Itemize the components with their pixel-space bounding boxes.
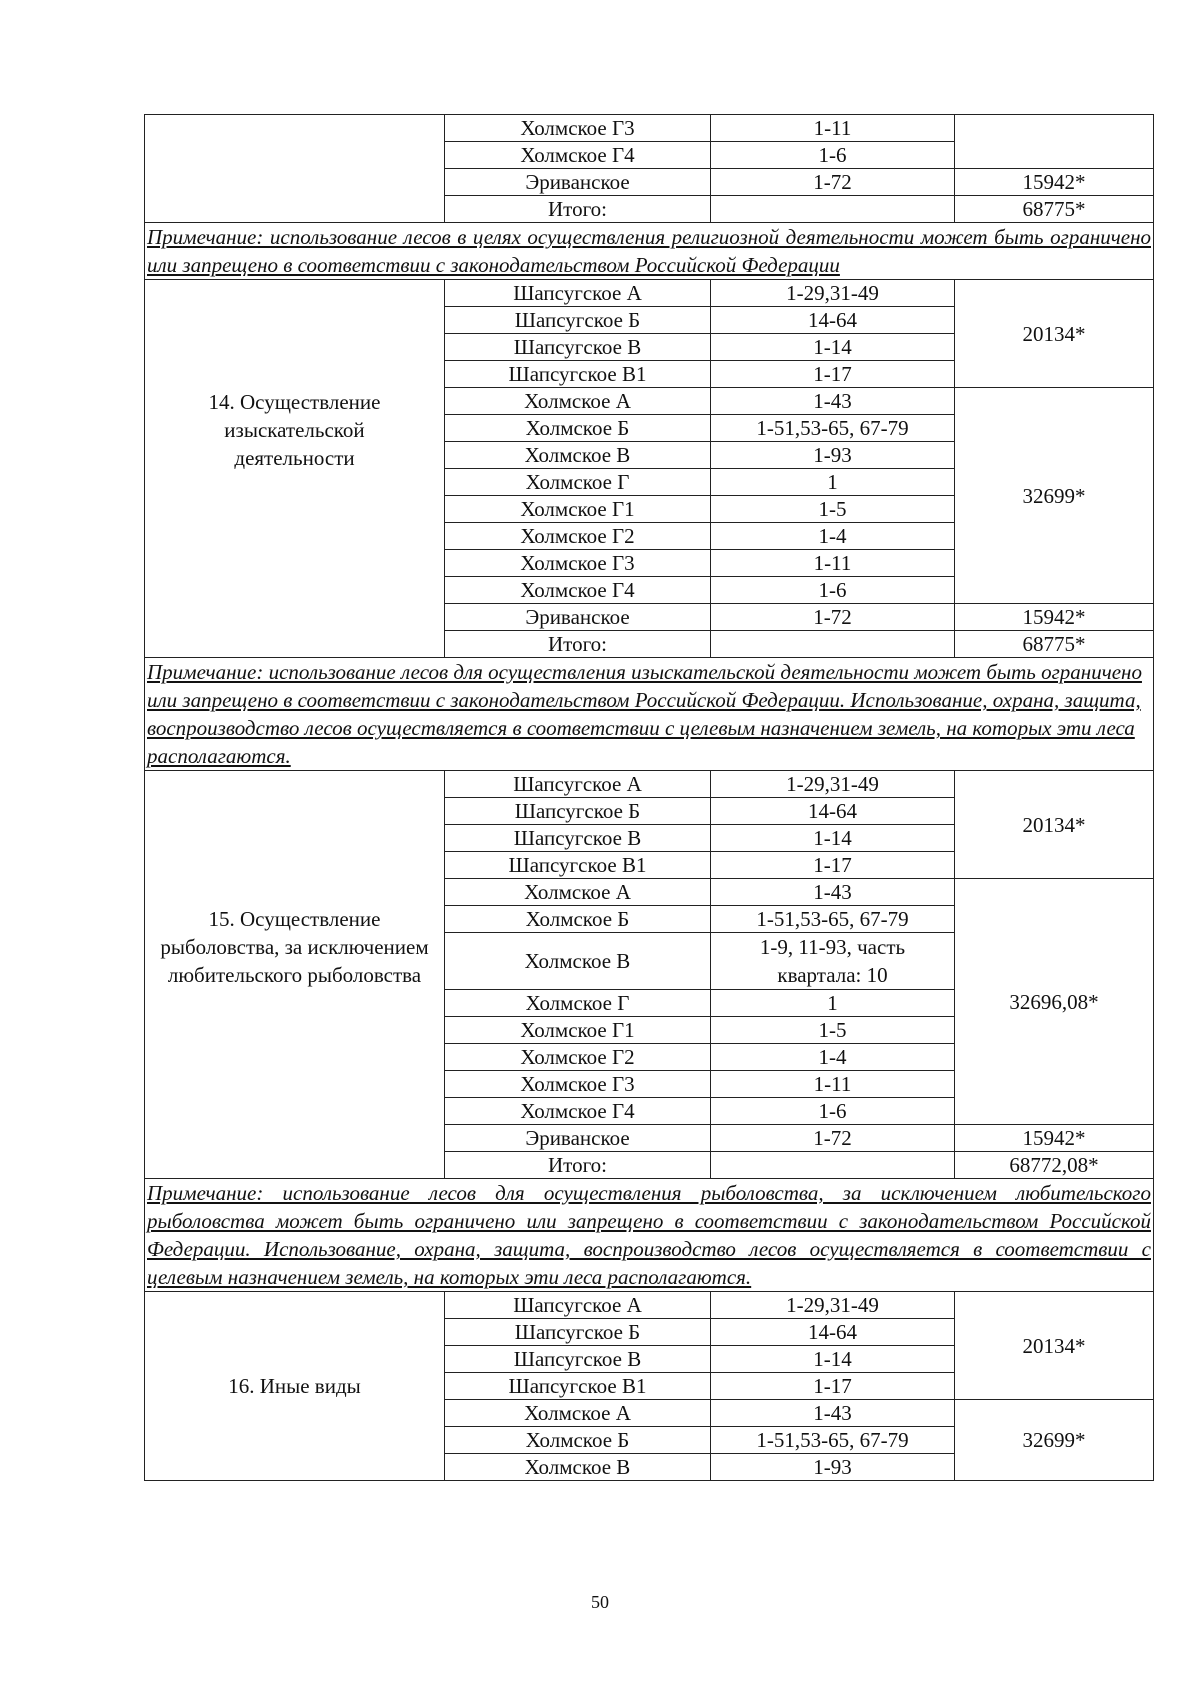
quarters: 1-51,53-65, 67-79 xyxy=(711,1427,955,1454)
quarters: 1-11 xyxy=(711,115,955,142)
forestry-name: Холмское Б xyxy=(445,906,711,933)
forestry-name: Холмское Г2 xyxy=(445,1044,711,1071)
forestry-name: Шапсугское В xyxy=(445,1346,711,1373)
forestry-name: Эриванское xyxy=(445,1125,711,1152)
forestry-name: Холмское Б xyxy=(445,1427,711,1454)
purpose-15 xyxy=(145,771,445,1179)
quarters: 1-6 xyxy=(711,577,955,604)
purpose-14-label: 14. Осуществление изыскательской деятельности xyxy=(208,390,381,470)
quarters: 1-14 xyxy=(711,1346,955,1373)
quarters: 1-43 xyxy=(711,388,955,415)
table-row xyxy=(145,771,1154,798)
quarters: 1-6 xyxy=(711,1098,955,1125)
area-kholm: 32699* xyxy=(955,388,1154,604)
quarters: 1-9, 11-93, часть квартала: 10 xyxy=(711,933,955,990)
forestry-name: Холмское Г4 xyxy=(445,142,711,169)
area-erivan: 15942* xyxy=(955,1125,1154,1152)
quarters: 1-17 xyxy=(711,361,955,388)
area-value: 15942* xyxy=(955,169,1154,196)
quarters: 14-64 xyxy=(711,307,955,334)
forestry-name: Холмское Г1 xyxy=(445,496,711,523)
quarters: 1-29,31-49 xyxy=(711,771,955,798)
forestry-name: Шапсугское В1 xyxy=(445,1373,711,1400)
quarters: 1-5 xyxy=(711,496,955,523)
quarters: 1-11 xyxy=(711,550,955,577)
forestry-name: Эриванское xyxy=(445,604,711,631)
forestry-name: Холмское Г3 xyxy=(445,1071,711,1098)
forestry-name: Эриванское xyxy=(445,169,711,196)
table-row xyxy=(145,1292,1154,1319)
forestry-name: Холмское Г4 xyxy=(445,1098,711,1125)
forestry-name: Холмское Г2 xyxy=(445,523,711,550)
table-row xyxy=(145,115,1154,142)
quarters xyxy=(711,631,955,658)
forestry-name: Холмское Г4 xyxy=(445,577,711,604)
quarters xyxy=(711,196,955,223)
forestry-name: Холмское В xyxy=(445,1454,711,1481)
quarters: 14-64 xyxy=(711,1319,955,1346)
page-number: 50 xyxy=(591,1592,609,1612)
forestry-name: Холмское А xyxy=(445,388,711,415)
quarters: 1-4 xyxy=(711,523,955,550)
quarters: 1-51,53-65, 67-79 xyxy=(711,906,955,933)
forestry-name: Шапсугское Б xyxy=(445,798,711,825)
note-row xyxy=(145,1179,1154,1292)
note-row xyxy=(145,223,1154,280)
quarters: 1-14 xyxy=(711,825,955,852)
forestry-name: Шапсугское В1 xyxy=(445,361,711,388)
forestry-name: Холмское Г xyxy=(445,990,711,1017)
quarters: 1-72 xyxy=(711,169,955,196)
quarters: 1-17 xyxy=(711,1373,955,1400)
area-erivan: 15942* xyxy=(955,604,1154,631)
total-label: Итого: xyxy=(445,1152,711,1179)
purpose-15-label: 15. Осуществление рыболовства, за исключением любительского рыболовства xyxy=(160,907,429,987)
forestry-name: Холмское Г1 xyxy=(445,1017,711,1044)
quarters: 1-29,31-49 xyxy=(711,1292,955,1319)
note-fishing: Примечание: использование лесов для осуществления рыболовства, за исключением любительского рыболовства может быть ограничено или запрещено в соответствии с законодательством Российской Федерации. Использование, охрана, защита, воспроизводство лесов осуществляется в соответствии с целевым назначением земель, на которых эти леса располагаются. xyxy=(145,1179,1154,1292)
area-shapsug: 20134* xyxy=(955,280,1154,388)
quarters: 1 xyxy=(711,990,955,1017)
area-kholm: 32699* xyxy=(955,1400,1154,1481)
area-shapsug: 20134* xyxy=(955,1292,1154,1400)
quarters: 1-29,31-49 xyxy=(711,280,955,307)
forestry-name: Шапсугское В xyxy=(445,825,711,852)
quarters: 1-93 xyxy=(711,1454,955,1481)
table-row xyxy=(145,280,1154,307)
note-row xyxy=(145,658,1154,771)
quarters: 1-5 xyxy=(711,1017,955,1044)
quarters: 1-43 xyxy=(711,1400,955,1427)
forestry-name: Холмское Г3 xyxy=(445,550,711,577)
total-label: Итого: xyxy=(445,196,711,223)
quarters: 1-93 xyxy=(711,442,955,469)
forest-use-table xyxy=(144,114,1154,1481)
note-survey: Примечание: использование лесов для осуществления изыскательской деятельности может быть ограничено или запрещено в соответствии с законодательством Российской Федерации. Использование, охрана, защита, воспроизводство лесов осуществляется в соответствии с целевым назначением земель, на которых эти леса располагаются. xyxy=(145,658,1154,771)
forestry-name: Холмское Г3 xyxy=(445,115,711,142)
forestry-name: Холмское В xyxy=(445,442,711,469)
quarters: 1-43 xyxy=(711,879,955,906)
note-religious: Примечание: использование лесов в целях осуществления религиозной деятельности может быть ограничено или запрещено в соответствии с законодательством Российской Федерации xyxy=(145,223,1154,280)
quarters: 1-51,53-65, 67-79 xyxy=(711,415,955,442)
forestry-name: Холмское Б xyxy=(445,415,711,442)
total-area: 68775* xyxy=(955,631,1154,658)
quarters: 1-72 xyxy=(711,604,955,631)
quarters: 14-64 xyxy=(711,798,955,825)
total-area: 68775* xyxy=(955,196,1154,223)
total-area: 68772,08* xyxy=(955,1152,1154,1179)
forestry-name: Шапсугское А xyxy=(445,771,711,798)
area-cell xyxy=(955,115,1154,169)
forestry-name: Холмское А xyxy=(445,879,711,906)
quarters: 1-11 xyxy=(711,1071,955,1098)
quarters: 1-6 xyxy=(711,142,955,169)
quarters: 1-72 xyxy=(711,1125,955,1152)
forestry-name: Шапсугское А xyxy=(445,280,711,307)
area-shapsug: 20134* xyxy=(955,771,1154,879)
total-label: Итого: xyxy=(445,631,711,658)
purpose-14 xyxy=(145,280,445,658)
area-kholm: 32696,08* xyxy=(955,879,1154,1125)
purpose-cell-empty xyxy=(145,115,445,223)
forestry-name: Холмское Г xyxy=(445,469,711,496)
quarters: 1-14 xyxy=(711,334,955,361)
quarters: 1 xyxy=(711,469,955,496)
forestry-name: Холмское В xyxy=(445,933,711,990)
forestry-name: Шапсугское А xyxy=(445,1292,711,1319)
quarters xyxy=(711,1152,955,1179)
quarters: 1-17 xyxy=(711,852,955,879)
forestry-name: Шапсугское Б xyxy=(445,307,711,334)
forestry-name: Шапсугское В1 xyxy=(445,852,711,879)
quarters: 1-4 xyxy=(711,1044,955,1071)
forestry-name: Холмское А xyxy=(445,1400,711,1427)
purpose-16: 16. Иные виды xyxy=(145,1292,445,1481)
forestry-name: Шапсугское Б xyxy=(445,1319,711,1346)
forestry-name: Шапсугское В xyxy=(445,334,711,361)
